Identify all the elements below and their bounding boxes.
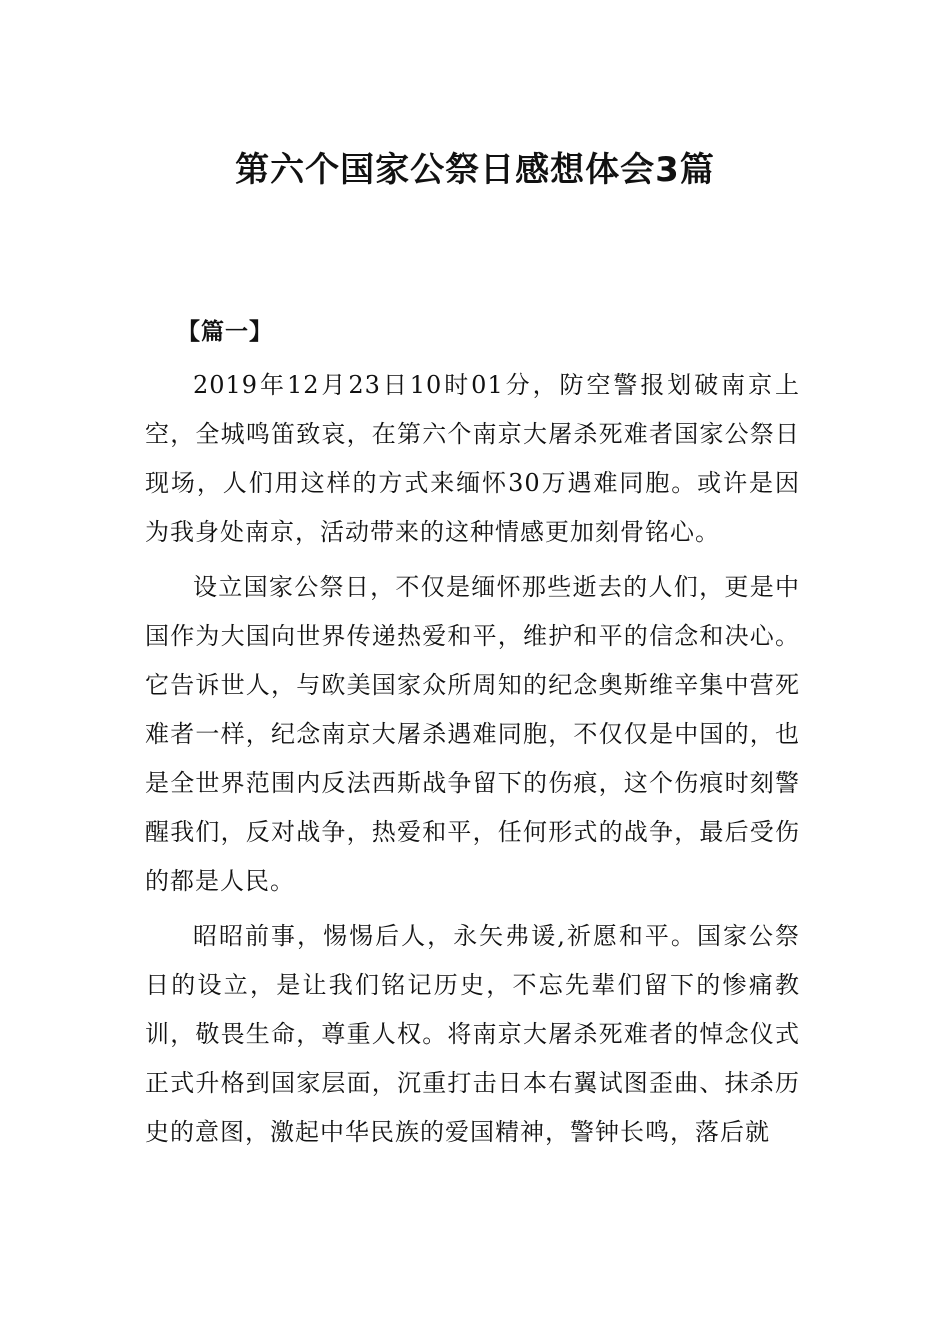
paragraph-1: 2019年12月23日10时01分，防空警报划破南京上空，全城鸣笛致哀，在第六个南京大屠杀死难者国家公祭日现场，人们用这样的方式来缅怀30万遇难同胞。或许是因为我身处南京，活动带来的这种情感更加刻骨铭心。	[145, 371, 800, 546]
section-label: 【篇一】	[177, 319, 273, 345]
paragraph-3: 昭昭前事，惕惕后人，永矢弗谖,祈愿和平。国家公祭日的设立，是让我们铭记历史，不忘先辈们留下的惨痛教训，敬畏生命，尊重人权。将南京大屠杀死难者的悼念仪式正式升格到国家层面，沉重打击日本右翼试图歪曲、抹杀历史的意图，激起中华民族的爱国精神，警钟长鸣，落后就	[145, 922, 800, 1146]
document-body	[145, 312, 800, 1163]
document-title: 第六个国家公祭日感想体会3篇	[235, 150, 715, 190]
paragraph-2: 设立国家公祭日，不仅是缅怀那些逝去的人们，更是中国作为大国向世界传递热爱和平，维护和平的信念和决心。它告诉世人，与欧美国家众所周知的纪念奥斯维辛集中营死难者一样，纪念南京大屠杀遇难同胞，不仅仅是中国的，也是全世界范围内反法西斯战争留下的伤痕，这个伤痕时刻警醒我们，反对战争，热爱和平，任何形式的战争，最后受伤的都是人民。	[145, 573, 800, 895]
